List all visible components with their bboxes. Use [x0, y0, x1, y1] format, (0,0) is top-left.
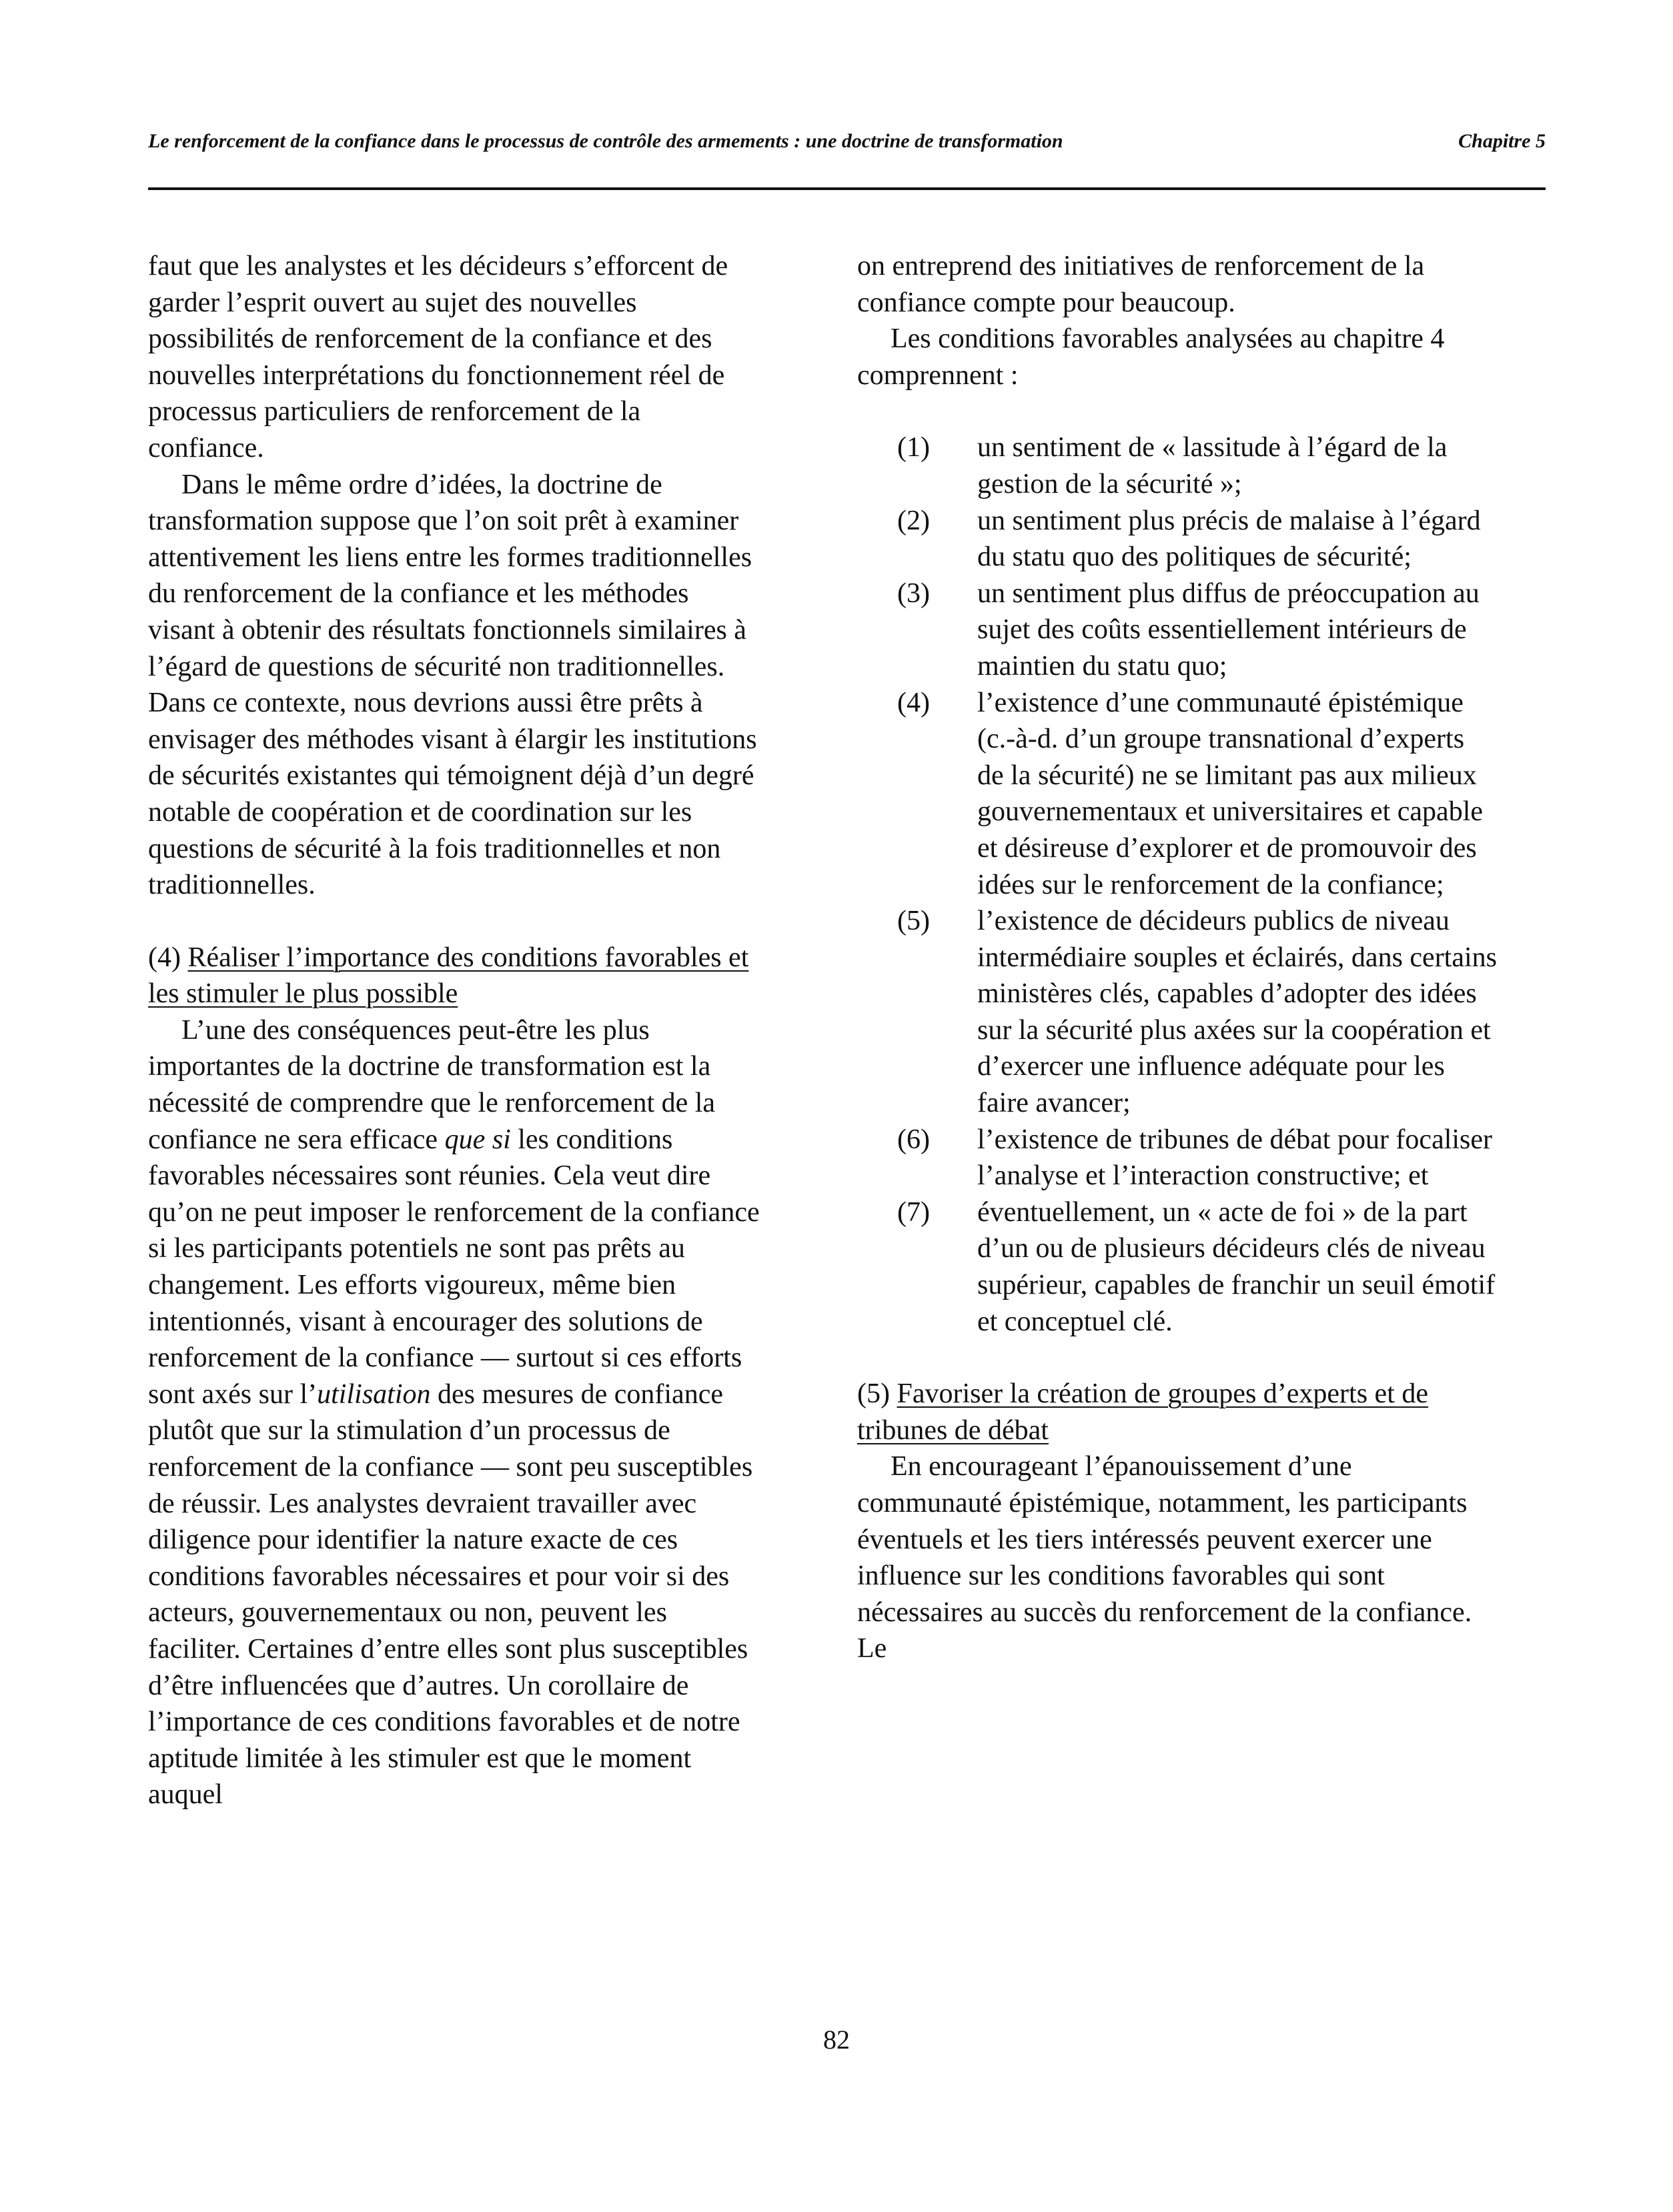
left-paragraph-1: faut que les analystes et les décideurs s’efforcent de garder l’esprit ouvert au sujet des nouvelles possibilités de renforcement de la confiance et des nouvelles interprétations du fonctionnement réel de processus particuliers de renforcement de la confiance.: [148, 251, 728, 463]
section-4-number: (4): [148, 942, 188, 973]
p3-emphasis-1: que si: [444, 1124, 511, 1155]
section-5-title: Favoriser la création de groupes d’experts et de tribunes de débat: [857, 1378, 1429, 1446]
p3-emphasis-2: utilisation: [317, 1378, 431, 1410]
list-item: [857, 685, 1498, 904]
section-4-title: Réaliser l’importance des conditions favorables et les stimuler le plus possible: [148, 942, 749, 1010]
list-item: [857, 903, 1498, 1122]
list-item-text: un sentiment plus précis de malaise à l’égard du statu quo des politiques de sécurité;: [977, 505, 1481, 573]
right-paragraph-2: Les conditions favorables analysées au chapitre 4 comprennent :: [857, 323, 1445, 391]
list-item: [857, 503, 1498, 576]
section-5-number: (5): [857, 1378, 897, 1410]
list-item-number: (4): [897, 687, 930, 718]
list-item-number: (2): [897, 505, 930, 536]
header-chapter: Chapitre 5: [1458, 130, 1546, 152]
right-column: [857, 248, 1498, 1667]
list-item-text: l’existence d’une communauté épistémique (c.-à-d. d’un groupe transnational d’experts de la sécurité) ne se limitant pas aux milieux gouvernementaux et universitaires et capable et désireuse d’explorer et de promouvoir des idées sur le renforcement de la confiance;: [977, 687, 1484, 900]
list-item-number: (3): [897, 578, 930, 609]
list-item-text: l’existence de décideurs publics de niveau intermédiaire souples et éclairés, dans certains ministères clés, capables d’adopter des idées sur la sécurité plus axées sur la coopération et d’exercer une influence adéquate pour les faire avancer;: [977, 906, 1498, 1119]
left-paragraph-3: [148, 1012, 762, 1813]
list-item-number: (6): [897, 1124, 930, 1155]
section-5-heading: [857, 1376, 1498, 1448]
left-column: [148, 248, 762, 1813]
running-header: [148, 123, 1546, 163]
p3-part-b: les conditions favorables nécessaires sont réunies. Cela veut dire qu’on ne peut imposer le renforcement de la confiance si les participants potentiels ne sont pas prêts au changement. Les efforts vigoureux, même bien intentionnés, visant à encourager des solutions de renforcement de la confiance — surtout si ces efforts sont axés sur l’: [148, 1124, 760, 1410]
list-item-number: (5): [897, 906, 930, 937]
list-item-number: (7): [897, 1196, 930, 1228]
list-item: [857, 1122, 1498, 1194]
list-item: [857, 576, 1498, 685]
list-item: [857, 1194, 1498, 1340]
left-paragraph-2: Dans le même ordre d’idées, la doctrine de transformation suppose que l’on soit prêt à examiner attentivement les liens entre les formes traditionnelles du renforcement de la confiance et les méthodes visant à obtenir des résultats fonctionnels similaires à l’égard de questions de sécurité non traditionnelles. Dans ce contexte, nous devrions aussi être prêts à envisager des méthodes visant à élargir les institutions de sécurités existantes qui témoignent déjà d’un degré notable de coopération et de coordination sur les questions de sécurité à la fois traditionnelles et non traditionnelles.: [148, 469, 757, 901]
list-item-text: éventuellement, un « acte de foi » de la part d’un ou de plusieurs décideurs clés de niveau supérieur, capables de franchir un seuil émotif et conceptuel clé.: [977, 1196, 1496, 1337]
list-item-text: un sentiment de « lassitude à l’égard de la gestion de la sécurité »;: [977, 432, 1448, 499]
list-item: [857, 429, 1498, 502]
p3-part-c: des mesures de confiance plutôt que sur la stimulation d’un processus de renforcement de la confiance — sont peu susceptibles de réussir. Les analystes devraient travailler avec diligence pour identifier la nature exacte de ces conditions favorables nécessaires et pour voir si des acteurs, gouvernementaux ou non, peuvent les faciliter. Certaines d’entre elles sont plus susceptibles d’être influencées que d’autres. Un corollaire de l’importance de ces conditions favorables et de notre aptitude limitée à les stimuler est que le moment auquel: [148, 1378, 753, 1811]
conditions-list: [857, 429, 1498, 1340]
right-paragraph-3: En encourageant l’épanouissement d’une communauté épistémique, notamment, les participants éventuels et les tiers intéressés peuvent exercer une influence sur les conditions favorables qui sont nécessaires au succès du renforcement de la confiance. Le: [857, 1451, 1472, 1665]
page-number: 82: [823, 2025, 850, 2055]
list-item-text: un sentiment plus diffus de préoccupation au sujet des coûts essentiellement intérieurs de maintien du statu quo;: [977, 578, 1480, 682]
header-title: Le renforcement de la confiance dans le processus de contrôle des armements : une doctrine de transformation: [148, 130, 1063, 152]
right-paragraph-1: on entreprend des initiatives de renforcement de la confiance compte pour beaucoup.: [857, 251, 1425, 318]
p3-part-a: L’une des conséquences peut-être les plus importantes de la doctrine de transformation est la nécessité de comprendre que le renforcement de la confiance ne sera efficace: [148, 1014, 716, 1155]
header-rule: [148, 187, 1546, 190]
list-item-number: (1): [897, 432, 930, 463]
section-4-heading: [148, 940, 762, 1012]
list-item-text: l’existence de tribunes de débat pour focaliser l’analyse et l’interaction constructive; et: [977, 1124, 1493, 1192]
